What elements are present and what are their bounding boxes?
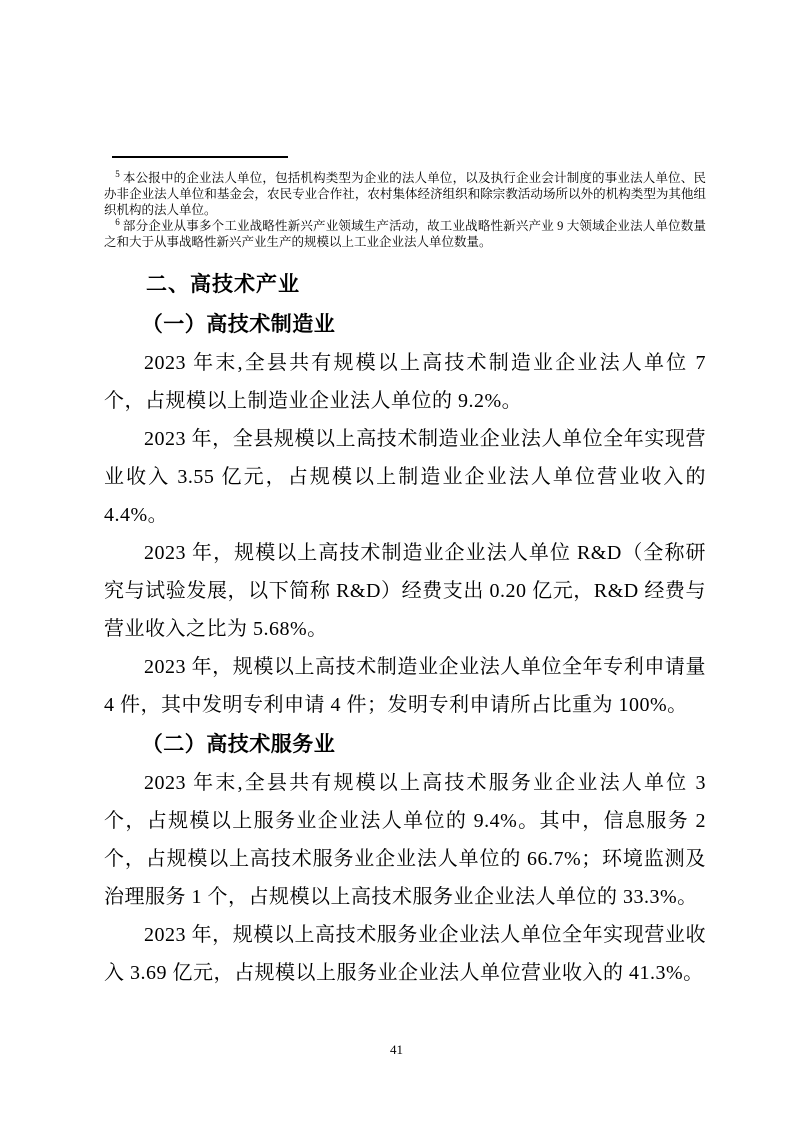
footnote-6-text: 部分企业从事多个工业战略性新兴产业领域生产活动，故工业战略性新兴产业 9 大领域企业法人单位数量之和大于从事战略性新兴产业生产的规模以上工业企业法人单位数量。 — [104, 219, 706, 249]
footnote-5-marker: 5 — [115, 168, 120, 179]
subsection-manufacturing-title: （一）高技术制造业 — [141, 312, 336, 336]
manufacturing-paragraph-units: 2023 年末,全县共有规模以上高技术制造业企业法人单位 7 个，占规模以上制造业企业法人单位的 9.2%。 — [104, 352, 706, 412]
footnote-separator — [112, 156, 288, 158]
manufacturing-paragraph-patents: 2023 年，规模以上高技术制造业企业法人单位全年专利申请量 4 件，其中发明专利申请 4 件；发明专利申请所占比重为 100%。 — [104, 656, 706, 716]
footnote-area — [104, 0, 706, 250]
section-heading: 二、高技术产业 — [146, 273, 300, 296]
footnote-5-text: 本公报中的企业法人单位，包括机构类型为企业的法人单位，以及执行企业会计制度的事业法人单位、民办非企业法人单位和基金会，农民专业合作社，农村集体经济组织和除宗教活动场所以外的机构类型为其他组织机构的法人单位。 — [104, 171, 706, 217]
footnote-5 — [104, 170, 706, 218]
subsection-services-title: （二）高技术服务业 — [141, 732, 336, 756]
footnote-6 — [104, 218, 706, 250]
manufacturing-paragraph-revenue: 2023 年，全县规模以上高技术制造业企业法人单位全年实现营业收入 3.55 亿元，占规模以上制造业企业法人单位营业收入的 4.4%。 — [104, 428, 706, 526]
footnote-6-marker: 6 — [115, 216, 120, 227]
services-paragraph-units: 2023 年末,全县共有规模以上高技术服务业企业法人单位 3 个，占规模以上服务业企业法人单位的 9.4%。其中，信息服务 2 个，占规模以上高技术服务业企业法人单位的 66.7%；环境监测及治理服务 1 个，占规模以上高技术服务业企业法人单位的 33.3%。 — [104, 772, 706, 908]
page-content — [104, 0, 706, 992]
page-number: 41 — [390, 1042, 403, 1057]
services-paragraph-revenue: 2023 年，规模以上高技术服务业企业法人单位全年实现营业收入 3.69 亿元，占规模以上服务业企业法人单位营业收入的 41.3%。 — [104, 924, 706, 984]
manufacturing-paragraph-rnd: 2023 年，规模以上高技术制造业企业法人单位 R&D（全称研究与试验发展，以下简称 R&D）经费支出 0.20 亿元，R&D 经费与营业收入之比为 5.68%。 — [104, 542, 706, 640]
